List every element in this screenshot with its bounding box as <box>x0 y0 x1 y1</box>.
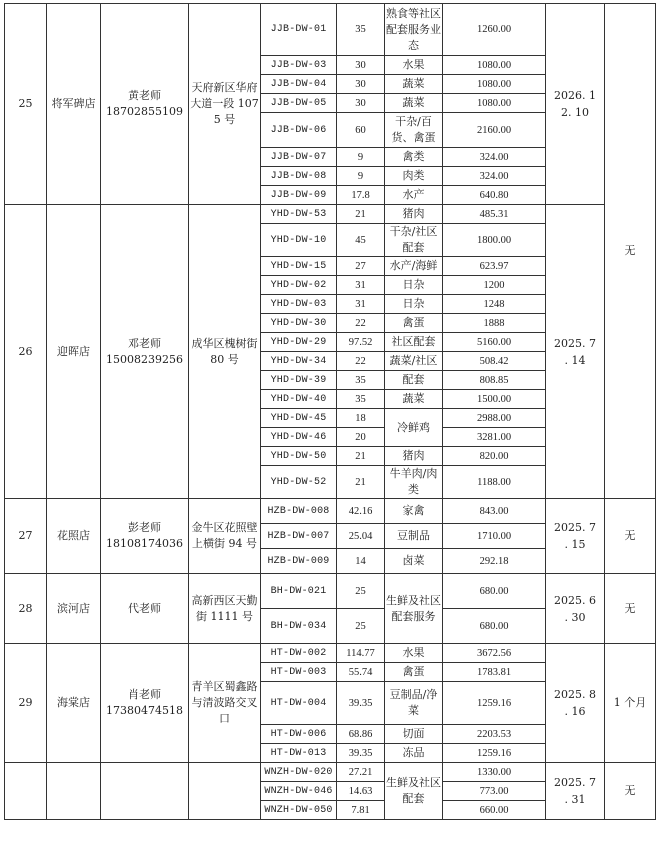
business-type: 豆制品 <box>385 524 443 549</box>
unit-code: HT-DW-006 <box>261 725 337 744</box>
monthly-rent: 1330.00 <box>443 763 546 782</box>
business-type: 水产 <box>385 186 443 205</box>
monthly-rent: 324.00 <box>443 167 546 186</box>
business-type: 社区配套 <box>385 333 443 352</box>
table-row <box>5 499 656 524</box>
business-type: 蔬菜/社区 <box>385 352 443 371</box>
unit-code: YHD-DW-29 <box>261 333 337 352</box>
lease-date: 2025. 8 . 16 <box>546 644 605 763</box>
unit-area: 30 <box>337 56 385 75</box>
unit-area: 25 <box>337 609 385 644</box>
monthly-rent: 680.00 <box>443 609 546 644</box>
monthly-rent: 2203.53 <box>443 725 546 744</box>
store-address: 高新西区天勤街 1111 号 <box>189 574 261 644</box>
table-row <box>5 4 656 56</box>
store-address: 成华区槐树街 80 号 <box>189 205 261 499</box>
business-type: 肉类 <box>385 167 443 186</box>
lease-date: 2026. 1 2. 10 <box>546 4 605 205</box>
unit-area: 31 <box>337 295 385 314</box>
business-type: 干杂/百货、禽蛋 <box>385 113 443 148</box>
unit-area: 14.63 <box>337 782 385 801</box>
monthly-rent: 680.00 <box>443 574 546 609</box>
lease-date: 2025. 7 . 15 <box>546 499 605 574</box>
unit-code: JJB-DW-09 <box>261 186 337 205</box>
monthly-rent: 1200 <box>443 276 546 295</box>
store-number: 27 <box>5 499 47 574</box>
store-contact: 彭老师 18108174036 <box>101 499 189 574</box>
business-type: 冻品 <box>385 744 443 763</box>
unit-area: 42.16 <box>337 499 385 524</box>
unit-area: 27 <box>337 257 385 276</box>
monthly-rent: 3672.56 <box>443 644 546 663</box>
business-type: 牛羊肉/肉类 <box>385 466 443 499</box>
unit-area: 22 <box>337 314 385 333</box>
remark: 无 <box>605 499 656 574</box>
store-name: 将军碑店 <box>47 4 101 205</box>
monthly-rent: 1783.81 <box>443 663 546 682</box>
business-type: 卤菜 <box>385 549 443 574</box>
monthly-rent: 1259.16 <box>443 682 546 725</box>
unit-area: 97.52 <box>337 333 385 352</box>
leasing-table <box>4 3 656 820</box>
monthly-rent: 1259.16 <box>443 744 546 763</box>
unit-area: 7.81 <box>337 801 385 820</box>
unit-area: 25 <box>337 574 385 609</box>
business-type: 日杂 <box>385 295 443 314</box>
business-type: 配套 <box>385 371 443 390</box>
store-contact: 肖老师 17380474518 <box>101 644 189 763</box>
store-number: 29 <box>5 644 47 763</box>
store-address <box>189 763 261 820</box>
store-number: 26 <box>5 205 47 499</box>
unit-code: HZB-DW-008 <box>261 499 337 524</box>
monthly-rent: 1248 <box>443 295 546 314</box>
unit-code: YHD-DW-50 <box>261 447 337 466</box>
unit-area: 45 <box>337 224 385 257</box>
monthly-rent: 508.42 <box>443 352 546 371</box>
monthly-rent: 292.18 <box>443 549 546 574</box>
unit-code: HT-DW-003 <box>261 663 337 682</box>
unit-area: 21 <box>337 466 385 499</box>
business-type: 猪肉 <box>385 447 443 466</box>
unit-area: 35 <box>337 371 385 390</box>
unit-area: 9 <box>337 148 385 167</box>
business-type: 水果 <box>385 56 443 75</box>
unit-code: YHD-DW-46 <box>261 428 337 447</box>
business-type: 冷鲜鸡 <box>385 409 443 447</box>
store-contact: 黄老师 18702855109 <box>101 4 189 205</box>
lease-date: 2025. 7 . 14 <box>546 205 605 499</box>
store-number <box>5 763 47 820</box>
monthly-rent: 1080.00 <box>443 56 546 75</box>
remark: 无 <box>605 763 656 820</box>
table-row <box>5 574 656 609</box>
unit-code: HZB-DW-007 <box>261 524 337 549</box>
business-type: 家禽 <box>385 499 443 524</box>
remark: 无 <box>605 4 656 499</box>
monthly-rent: 660.00 <box>443 801 546 820</box>
unit-code: JJB-DW-06 <box>261 113 337 148</box>
business-type: 禽类 <box>385 148 443 167</box>
unit-code: YHD-DW-15 <box>261 257 337 276</box>
unit-code: JJB-DW-05 <box>261 94 337 113</box>
business-type: 禽蛋 <box>385 663 443 682</box>
remark: 无 <box>605 574 656 644</box>
unit-code: JJB-DW-07 <box>261 148 337 167</box>
monthly-rent: 1080.00 <box>443 75 546 94</box>
monthly-rent: 1500.00 <box>443 390 546 409</box>
unit-code: WNZH-DW-020 <box>261 763 337 782</box>
monthly-rent: 2988.00 <box>443 409 546 428</box>
unit-area: 14 <box>337 549 385 574</box>
unit-area: 31 <box>337 276 385 295</box>
monthly-rent: 1260.00 <box>443 4 546 56</box>
monthly-rent: 1188.00 <box>443 466 546 499</box>
unit-area: 20 <box>337 428 385 447</box>
monthly-rent: 1800.00 <box>443 224 546 257</box>
unit-area: 35 <box>337 4 385 56</box>
unit-area: 60 <box>337 113 385 148</box>
business-type: 日杂 <box>385 276 443 295</box>
store-number: 25 <box>5 4 47 205</box>
monthly-rent: 324.00 <box>443 148 546 167</box>
unit-code: YHD-DW-02 <box>261 276 337 295</box>
business-type: 熟食等社区配套服务业态 <box>385 4 443 56</box>
business-type: 生鲜及社区配套服务 <box>385 574 443 644</box>
business-type: 切面 <box>385 725 443 744</box>
unit-area: 35 <box>337 390 385 409</box>
unit-area: 30 <box>337 75 385 94</box>
unit-code: JJB-DW-03 <box>261 56 337 75</box>
store-contact <box>101 763 189 820</box>
lease-date: 2025. 6 . 30 <box>546 574 605 644</box>
unit-area: 18 <box>337 409 385 428</box>
business-type: 水果 <box>385 644 443 663</box>
unit-code: HT-DW-004 <box>261 682 337 725</box>
store-name: 海棠店 <box>47 644 101 763</box>
store-name: 花照店 <box>47 499 101 574</box>
store-contact: 邓老师 15008239256 <box>101 205 189 499</box>
unit-area: 21 <box>337 447 385 466</box>
monthly-rent: 3281.00 <box>443 428 546 447</box>
store-number: 28 <box>5 574 47 644</box>
unit-code: HT-DW-002 <box>261 644 337 663</box>
unit-code: YHD-DW-53 <box>261 205 337 224</box>
store-name <box>47 763 101 820</box>
monthly-rent: 808.85 <box>443 371 546 390</box>
business-type: 蔬菜 <box>385 94 443 113</box>
unit-code: WNZH-DW-050 <box>261 801 337 820</box>
monthly-rent: 640.80 <box>443 186 546 205</box>
unit-code: YHD-DW-45 <box>261 409 337 428</box>
business-type: 干杂/社区配套 <box>385 224 443 257</box>
monthly-rent: 1888 <box>443 314 546 333</box>
unit-area: 22 <box>337 352 385 371</box>
lease-date: 2025. 7 . 31 <box>546 763 605 820</box>
unit-code: YHD-DW-40 <box>261 390 337 409</box>
monthly-rent: 2160.00 <box>443 113 546 148</box>
unit-area: 114.77 <box>337 644 385 663</box>
unit-area: 21 <box>337 205 385 224</box>
business-type: 水产/海鲜 <box>385 257 443 276</box>
unit-code: YHD-DW-30 <box>261 314 337 333</box>
business-type: 蔬菜 <box>385 390 443 409</box>
store-name: 迎晖店 <box>47 205 101 499</box>
store-address: 金牛区花照壁上横街 94 号 <box>189 499 261 574</box>
unit-code: YHD-DW-52 <box>261 466 337 499</box>
unit-area: 39.35 <box>337 744 385 763</box>
unit-code: YHD-DW-03 <box>261 295 337 314</box>
unit-code: YHD-DW-39 <box>261 371 337 390</box>
business-type: 生鲜及社区配套 <box>385 763 443 820</box>
table-row <box>5 205 656 224</box>
unit-code: JJB-DW-08 <box>261 167 337 186</box>
unit-area: 39.35 <box>337 682 385 725</box>
unit-area: 30 <box>337 94 385 113</box>
unit-area: 17.8 <box>337 186 385 205</box>
monthly-rent: 1710.00 <box>443 524 546 549</box>
monthly-rent: 820.00 <box>443 447 546 466</box>
business-type: 蔬菜 <box>385 75 443 94</box>
business-type: 猪肉 <box>385 205 443 224</box>
monthly-rent: 485.31 <box>443 205 546 224</box>
unit-area: 68.86 <box>337 725 385 744</box>
unit-area: 27.21 <box>337 763 385 782</box>
unit-code: YHD-DW-34 <box>261 352 337 371</box>
unit-code: JJB-DW-01 <box>261 4 337 56</box>
monthly-rent: 623.97 <box>443 257 546 276</box>
unit-code: BH-DW-034 <box>261 609 337 644</box>
table-row <box>5 644 656 663</box>
unit-code: JJB-DW-04 <box>261 75 337 94</box>
unit-code: YHD-DW-10 <box>261 224 337 257</box>
business-type: 禽蛋 <box>385 314 443 333</box>
monthly-rent: 5160.00 <box>443 333 546 352</box>
table-row <box>5 763 656 782</box>
monthly-rent: 773.00 <box>443 782 546 801</box>
unit-code: WNZH-DW-046 <box>261 782 337 801</box>
unit-code: HT-DW-013 <box>261 744 337 763</box>
unit-area: 9 <box>337 167 385 186</box>
monthly-rent: 1080.00 <box>443 94 546 113</box>
store-contact: 代老师 <box>101 574 189 644</box>
business-type: 豆制品/净菜 <box>385 682 443 725</box>
monthly-rent: 843.00 <box>443 499 546 524</box>
unit-code: BH-DW-021 <box>261 574 337 609</box>
store-name: 滨河店 <box>47 574 101 644</box>
store-address: 天府新区华府大道一段 1075 号 <box>189 4 261 205</box>
store-address: 青羊区蜀鑫路与清波路交叉口 <box>189 644 261 763</box>
unit-area: 25.04 <box>337 524 385 549</box>
remark: 1 个月 <box>605 644 656 763</box>
unit-code: HZB-DW-009 <box>261 549 337 574</box>
unit-area: 55.74 <box>337 663 385 682</box>
